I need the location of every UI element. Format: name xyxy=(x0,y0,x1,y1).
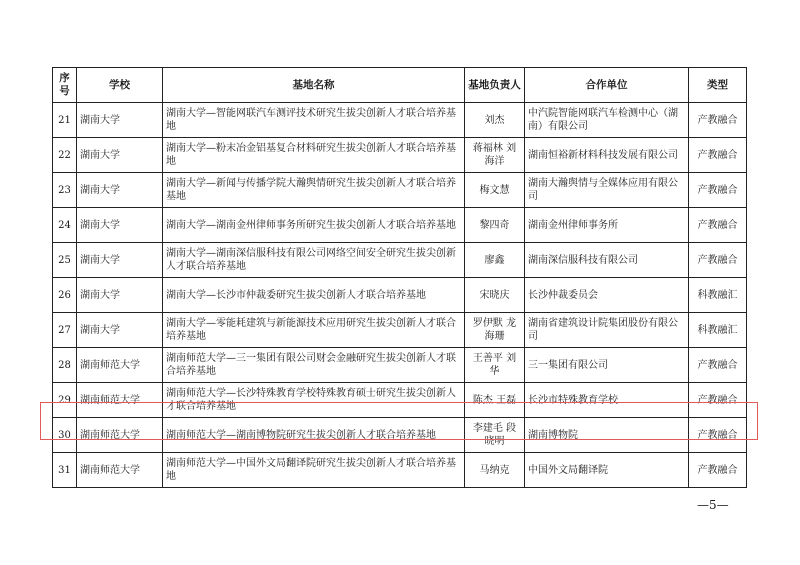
row-leader: 刘杰 xyxy=(465,103,525,138)
row-base-name: 湖南师范大学—中国外文局翻译院研究生拔尖创新人才联合培养基地 xyxy=(163,453,465,488)
row-partner: 长沙仲裁委员会 xyxy=(525,278,689,313)
row-type: 产教融合 xyxy=(689,208,747,243)
row-school: 湖南大学 xyxy=(77,278,163,313)
row-leader: 黎四奇 xyxy=(465,208,525,243)
row-type: 产教融合 xyxy=(689,173,747,208)
row-num: 26 xyxy=(53,278,77,313)
table-row xyxy=(53,383,747,418)
row-school: 湖南大学 xyxy=(77,243,163,278)
table-row xyxy=(53,138,747,173)
row-base-name: 湖南师范大学—长沙特殊教育学校特殊教育硕士研究生拔尖创新人才联合培养基地 xyxy=(163,383,465,418)
row-base-name: 湖南大学—粉末冶金铝基复合材料研究生拔尖创新人才联合培养基地 xyxy=(163,138,465,173)
table-row xyxy=(53,103,747,138)
row-type: 产教融合 xyxy=(689,418,747,453)
row-type: 产教融合 xyxy=(689,103,747,138)
row-num: 29 xyxy=(53,383,77,418)
row-school: 湖南大学 xyxy=(77,103,163,138)
row-type: 产教融合 xyxy=(689,383,747,418)
row-partner: 湖南省建筑设计院集团股份有限公司 xyxy=(525,313,689,348)
table-header-row xyxy=(53,68,747,103)
header-partner: 合作单位 xyxy=(525,68,689,103)
row-base-name: 湖南大学—零能耗建筑与新能源技术应用研究生拔尖创新人才联合培养基地 xyxy=(163,313,465,348)
header-type: 类型 xyxy=(689,68,747,103)
table-row-highlighted xyxy=(53,418,747,453)
table-row xyxy=(53,173,747,208)
row-num: 30 xyxy=(53,418,77,453)
row-num: 28 xyxy=(53,348,77,383)
row-leader: 梅文慧 xyxy=(465,173,525,208)
row-type: 产教融合 xyxy=(689,348,747,383)
row-partner: 湖南金州律师事务所 xyxy=(525,208,689,243)
row-type: 科教融汇 xyxy=(689,313,747,348)
table-row xyxy=(53,313,747,348)
row-school: 湖南师范大学 xyxy=(77,383,163,418)
row-partner: 三一集团有限公司 xyxy=(525,348,689,383)
row-base-name: 湖南师范大学—三一集团有限公司财会金融研究生拔尖创新人才联合培养基地 xyxy=(163,348,465,383)
row-base-name: 湖南大学—新闻与传播学院大瀚舆情研究生拔尖创新人才联合培养基地 xyxy=(163,173,465,208)
header-base-name: 基地名称 xyxy=(163,68,465,103)
row-base-name: 湖南大学—智能网联汽车测评技术研究生拔尖创新人才联合培养基地 xyxy=(163,103,465,138)
row-num: 21 xyxy=(53,103,77,138)
base-roster-table xyxy=(52,67,747,488)
table-row xyxy=(53,208,747,243)
row-num: 22 xyxy=(53,138,77,173)
row-partner: 中汽院智能网联汽车检测中心（湖南）有限公司 xyxy=(525,103,689,138)
row-leader: 马纳克 xyxy=(465,453,525,488)
table-row xyxy=(53,348,747,383)
row-base-name: 湖南师范大学—湖南博物院研究生拔尖创新人才联合培养基地 xyxy=(163,418,465,453)
row-school: 湖南师范大学 xyxy=(77,453,163,488)
row-num: 24 xyxy=(53,208,77,243)
row-type: 产教融合 xyxy=(689,138,747,173)
row-school: 湖南师范大学 xyxy=(77,348,163,383)
row-school: 湖南大学 xyxy=(77,313,163,348)
row-partner: 湖南深信服科技有限公司 xyxy=(525,243,689,278)
header-school: 学校 xyxy=(77,68,163,103)
row-partner: 长沙市特殊教育学校 xyxy=(525,383,689,418)
row-school: 湖南大学 xyxy=(77,138,163,173)
row-school: 湖南大学 xyxy=(77,173,163,208)
row-leader: 王善平 刘华 xyxy=(465,348,525,383)
row-base-name: 湖南大学—湖南金州律师事务所研究生拔尖创新人才联合培养基地 xyxy=(163,208,465,243)
row-num: 23 xyxy=(53,173,77,208)
row-type: 科教融汇 xyxy=(689,278,747,313)
header-num: 序号 xyxy=(53,68,77,103)
table-row xyxy=(53,243,747,278)
row-base-name: 湖南大学—长沙市仲裁委研究生拔尖创新人才联合培养基地 xyxy=(163,278,465,313)
row-partner: 湖南恒裕新材料科技发展有限公司 xyxy=(525,138,689,173)
table-row xyxy=(53,278,747,313)
row-leader: 蒋福林 刘海洋 xyxy=(465,138,525,173)
row-school: 湖南大学 xyxy=(77,208,163,243)
row-school: 湖南师范大学 xyxy=(77,418,163,453)
row-type: 产教融合 xyxy=(689,453,747,488)
row-partner: 湖南博物院 xyxy=(525,418,689,453)
header-leader: 基地负责人 xyxy=(465,68,525,103)
row-leader: 陈杰 王磊 xyxy=(465,383,525,418)
table-row xyxy=(53,453,747,488)
row-type: 产教融合 xyxy=(689,243,747,278)
row-num: 31 xyxy=(53,453,77,488)
page-number: —5— xyxy=(697,498,729,512)
row-leader: 廖鑫 xyxy=(465,243,525,278)
row-leader: 李建毛 段晓明 xyxy=(465,418,525,453)
row-num: 25 xyxy=(53,243,77,278)
row-leader: 罗伊默 龙海珊 xyxy=(465,313,525,348)
row-base-name: 湖南大学—湖南深信服科技有限公司网络空间安全研究生拔尖创新人才联合培养基地 xyxy=(163,243,465,278)
row-leader: 宋晓庆 xyxy=(465,278,525,313)
row-num: 27 xyxy=(53,313,77,348)
row-partner: 中国外文局翻译院 xyxy=(525,453,689,488)
row-partner: 湖南大瀚舆情与全媒体应用有限公司 xyxy=(525,173,689,208)
